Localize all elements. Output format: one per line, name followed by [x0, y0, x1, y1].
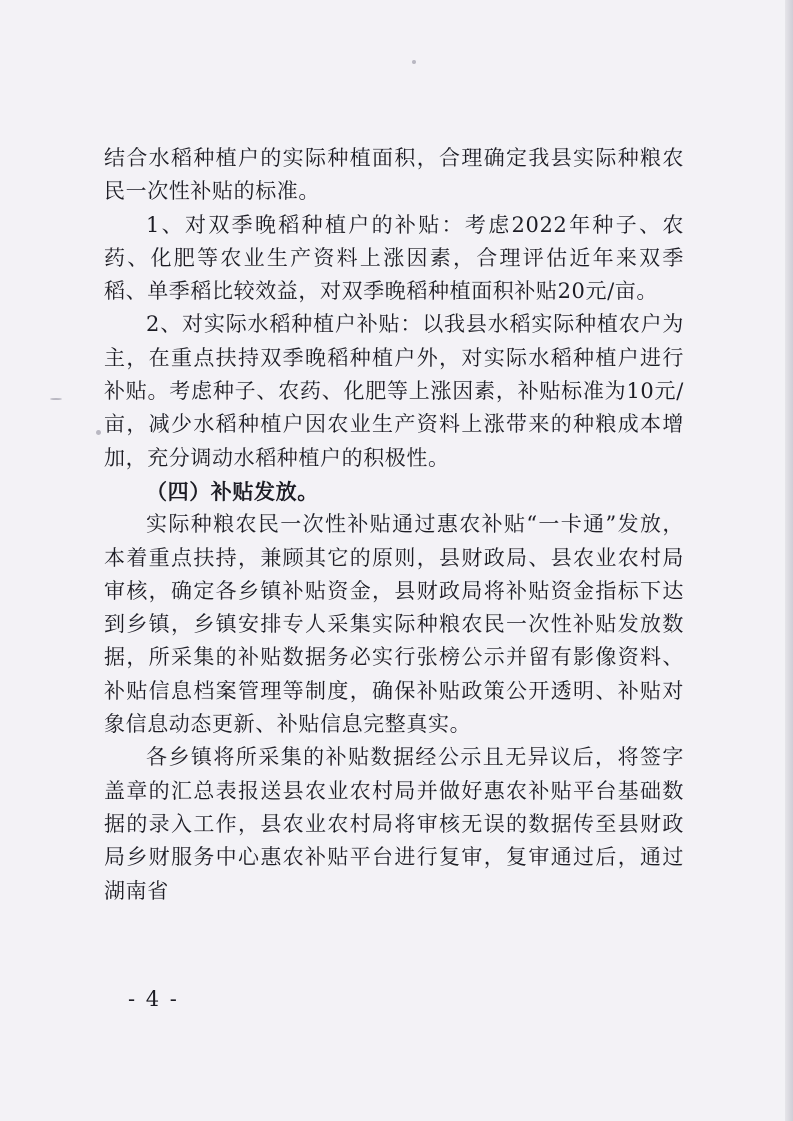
scan-speck: [96, 430, 101, 435]
paragraph-data-submission: 各乡镇将所采集的补贴数据经公示且无异议后，将签字盖章的汇总表报送县农业农村局并做好惠农补贴平台基础数据的录入工作，县农业农村局将审核无误的数据传至县财政局乡财服务中心惠农补贴平台进行复审，复审通过后，通过湖南省: [104, 745, 684, 903]
paragraph-double-season-subsidy: 1、对双季晚稻种植户的补贴：考虑2022年种子、农药、化肥等农业生产资料上涨因素，合理评估近年来双季稻、单季稻比较效益，对双季晚稻种植面积补贴20元/亩。: [104, 212, 684, 304]
document-body: [104, 142, 684, 908]
page-number: - 4 -: [128, 987, 179, 1011]
paragraph-distribution-process: 实际种粮农民一次性补贴通过惠农补贴“一卡通”发放，本着重点扶持，兼顾其它的原则，县财政局、县农业农村局审核，确定各乡镇补贴资金，县财政局将补贴资金指标下达到乡镇，乡镇安排专人采集实际种粮农民一次性补贴发放数据，所采集的补贴数据务必实行张榜公示并留有影像资料、补贴信息档案管理等制度，确保补贴政策公开透明、补贴对象信息动态更新、补贴信息完整真实。: [104, 512, 684, 737]
page-edge: [785, 0, 793, 1121]
scan-speck: [412, 60, 416, 64]
paragraph-rice-grower-subsidy: 2、对实际水稻种植户补贴：以我县水稻实际种植农户为主，在重点扶持双季晚稻种植户外，对实际水稻种植户进行补贴。考虑种子、农药、化肥等上涨因素，补贴标准为10元/亩，减少水稻种植户因农业生产资料上涨带来的种粮成本增加，充分调动水稻种植户的积极性。: [104, 312, 684, 470]
scan-speck: [50, 398, 62, 400]
paragraph-standard-intro: 结合水稻种植户的实际种植面积，合理确定我县实际种粮农民一次性补贴的标准。: [104, 146, 684, 204]
section-heading-subsidy-distribution: （四）补贴发放。: [146, 478, 319, 504]
